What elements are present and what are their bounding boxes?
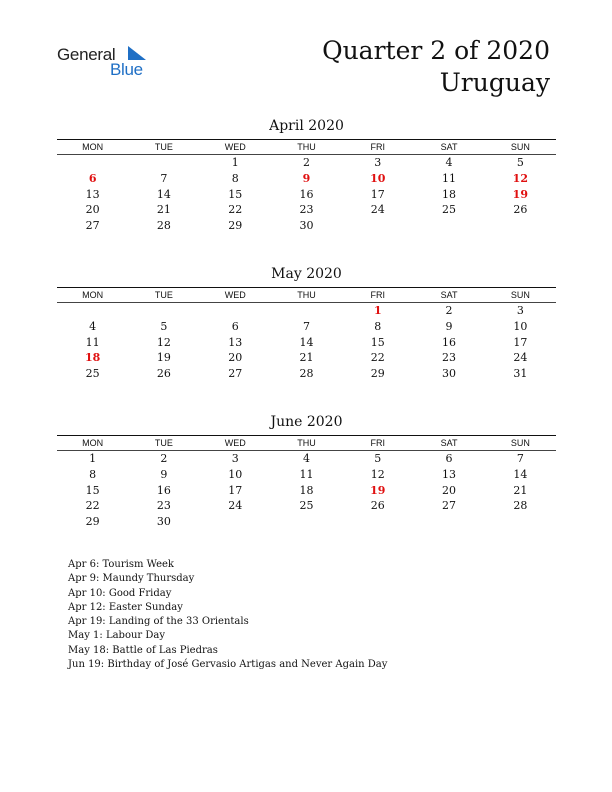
day-cell: 4 bbox=[89, 320, 97, 334]
day-cell: 2 bbox=[160, 452, 168, 466]
weekday-label: SUN bbox=[510, 142, 530, 152]
day-cell: 30 bbox=[156, 515, 171, 529]
day-cell: 10 bbox=[228, 468, 243, 482]
day-cell: 11 bbox=[85, 335, 100, 349]
day-cell: 29 bbox=[228, 219, 243, 233]
day-cell: 26 bbox=[370, 499, 385, 513]
day-cell: 7 bbox=[302, 320, 310, 334]
day-cell: 5 bbox=[516, 156, 524, 170]
country-name: Uruguay bbox=[439, 68, 550, 97]
day-cell: 5 bbox=[374, 452, 382, 466]
day-cell: 12 bbox=[370, 468, 385, 482]
day-cell: 27 bbox=[85, 219, 100, 233]
day-cell: 27 bbox=[228, 367, 243, 381]
week-row bbox=[57, 319, 556, 335]
week-row bbox=[57, 171, 556, 187]
holiday-note: Apr 6: Tourism Week bbox=[68, 559, 174, 570]
day-cell: 7 bbox=[516, 452, 524, 466]
holiday-note: Apr 19: Landing of the 33 Orientals bbox=[68, 616, 249, 628]
holiday-note: May 18: Battle of Las Piedras bbox=[68, 644, 218, 656]
day-cell: 29 bbox=[85, 515, 100, 529]
day-cell: 8 bbox=[89, 468, 97, 482]
day-cell: 6 bbox=[445, 452, 453, 466]
day-cell: 26 bbox=[156, 367, 171, 381]
day-cell: 4 bbox=[445, 156, 453, 170]
month-title: April 2020 bbox=[269, 118, 344, 134]
day-cell: 14 bbox=[513, 468, 528, 482]
day-cell: 11 bbox=[442, 172, 457, 186]
day-cell: 13 bbox=[85, 187, 100, 201]
day-cell: 16 bbox=[156, 483, 171, 497]
weekday-label: FRI bbox=[370, 438, 386, 448]
day-cell: 9 bbox=[445, 320, 453, 334]
day-cell: 1 bbox=[231, 156, 239, 170]
day-cell: 23 bbox=[442, 351, 457, 365]
weekday-label: SAT bbox=[440, 290, 458, 300]
day-cell: 19 bbox=[156, 351, 171, 365]
holiday-note: May 1: Labour Day bbox=[68, 630, 165, 642]
weekday-label: TUE bbox=[154, 438, 173, 448]
day-cell: 11 bbox=[299, 468, 314, 482]
day-cell: 24 bbox=[370, 203, 385, 217]
day-cell: 9 bbox=[160, 468, 168, 482]
weekday-label: WED bbox=[224, 438, 246, 448]
day-cell: 14 bbox=[156, 187, 171, 201]
day-cell: 16 bbox=[442, 335, 457, 349]
day-cell: 20 bbox=[228, 351, 243, 365]
day-cell: 18 bbox=[299, 483, 314, 497]
day-cell: 17 bbox=[513, 335, 528, 349]
weekday-label: FRI bbox=[370, 290, 386, 300]
day-cell: 25 bbox=[299, 499, 314, 513]
day-cell: 12 bbox=[156, 335, 171, 349]
day-cell: 17 bbox=[370, 187, 385, 201]
day-cell: 22 bbox=[370, 351, 385, 365]
day-cell: 9 bbox=[302, 172, 311, 186]
weekday-label: SAT bbox=[440, 142, 458, 152]
day-cell: 19 bbox=[370, 483, 386, 497]
day-cell: 24 bbox=[228, 499, 243, 513]
day-cell: 28 bbox=[299, 367, 314, 381]
day-cell: 19 bbox=[512, 187, 528, 201]
month-title: June 2020 bbox=[270, 414, 343, 430]
day-cell: 1 bbox=[89, 452, 97, 466]
day-cell: 1 bbox=[373, 304, 382, 318]
day-cell: 3 bbox=[374, 156, 382, 170]
day-cell: 13 bbox=[442, 468, 457, 482]
weekday-label: SUN bbox=[510, 290, 530, 300]
day-cell: 20 bbox=[85, 203, 100, 217]
day-cell: 6 bbox=[88, 172, 97, 186]
day-cell: 25 bbox=[85, 367, 100, 381]
day-cell: 31 bbox=[513, 367, 528, 381]
day-cell: 25 bbox=[442, 203, 457, 217]
holiday-note: Apr 12: Easter Sunday bbox=[68, 601, 183, 613]
month-calendar bbox=[57, 265, 556, 381]
day-cell: 18 bbox=[442, 187, 457, 201]
day-cell: 23 bbox=[156, 499, 171, 513]
day-cell: 18 bbox=[84, 351, 101, 365]
day-cell: 6 bbox=[231, 320, 239, 334]
day-cell: 30 bbox=[299, 219, 314, 233]
day-cell: 23 bbox=[299, 203, 314, 217]
day-cell: 2 bbox=[302, 156, 310, 170]
weekday-header-row bbox=[57, 288, 556, 302]
day-cell: 16 bbox=[299, 187, 314, 201]
day-cell: 28 bbox=[513, 499, 528, 513]
day-cell: 22 bbox=[85, 499, 100, 513]
weekday-header-row bbox=[57, 436, 556, 450]
day-cell: 17 bbox=[228, 483, 243, 497]
weekday-label: TUE bbox=[154, 290, 173, 300]
week-row bbox=[57, 155, 556, 171]
holiday-note: Apr 10: Good Friday bbox=[68, 587, 172, 599]
weekday-label: TUE bbox=[154, 142, 173, 152]
day-cell: 27 bbox=[442, 499, 457, 513]
week-row bbox=[57, 350, 556, 366]
week-row bbox=[57, 366, 556, 382]
weekday-header-row bbox=[57, 140, 556, 154]
day-cell: 15 bbox=[85, 483, 100, 497]
logo bbox=[57, 42, 167, 82]
day-cell: 8 bbox=[231, 172, 239, 186]
day-cell: 29 bbox=[370, 367, 385, 381]
day-cell: 5 bbox=[160, 320, 168, 334]
week-row bbox=[57, 334, 556, 350]
weekday-label: WED bbox=[224, 142, 246, 152]
month-calendar bbox=[57, 117, 556, 233]
day-cell: 15 bbox=[370, 335, 385, 349]
holiday-note: Jun 19: Birthday of José Gervasio Artigas and Never Again Day bbox=[68, 659, 388, 671]
day-cell: 13 bbox=[228, 335, 243, 349]
page-title: Quarter 2 of 2020 bbox=[322, 36, 550, 65]
day-cell: 21 bbox=[299, 351, 314, 365]
weekday-label: THU bbox=[297, 142, 316, 152]
day-cell: 7 bbox=[160, 172, 168, 186]
day-cell: 14 bbox=[299, 335, 314, 349]
day-cell: 22 bbox=[228, 203, 243, 217]
month-calendar bbox=[57, 413, 556, 529]
day-cell: 3 bbox=[516, 304, 524, 318]
day-cell: 28 bbox=[156, 219, 171, 233]
weekday-label: WED bbox=[224, 290, 246, 300]
weekday-label: THU bbox=[297, 290, 316, 300]
week-row bbox=[57, 186, 556, 202]
holiday-notes bbox=[68, 558, 387, 672]
weekday-label: THU bbox=[297, 438, 316, 448]
week-row bbox=[57, 498, 556, 514]
week-row bbox=[57, 451, 556, 467]
day-cell: 4 bbox=[302, 452, 310, 466]
week-row bbox=[57, 218, 556, 234]
day-cell: 26 bbox=[513, 203, 528, 217]
week-row bbox=[57, 514, 556, 530]
logo-word-general: General bbox=[57, 45, 116, 64]
week-row bbox=[57, 303, 556, 319]
day-cell: 10 bbox=[513, 320, 528, 334]
weekday-label: SAT bbox=[440, 438, 458, 448]
day-cell: 10 bbox=[370, 172, 386, 186]
weekday-label: FRI bbox=[370, 142, 386, 152]
logo-word-blue: Blue bbox=[110, 60, 143, 79]
day-cell: 3 bbox=[231, 452, 239, 466]
weekday-label: MON bbox=[82, 142, 104, 152]
day-cell: 8 bbox=[374, 320, 382, 334]
holiday-note: Apr 9: Maundy Thursday bbox=[68, 573, 195, 585]
day-cell: 30 bbox=[442, 367, 457, 381]
day-cell: 15 bbox=[228, 187, 243, 201]
weekday-label: SUN bbox=[510, 438, 530, 448]
weekday-label: MON bbox=[82, 290, 104, 300]
week-row bbox=[57, 202, 556, 218]
weekday-label: MON bbox=[82, 438, 104, 448]
week-row bbox=[57, 482, 556, 498]
week-row bbox=[57, 467, 556, 483]
day-cell: 24 bbox=[513, 351, 528, 365]
day-cell: 20 bbox=[442, 483, 457, 497]
day-cell: 2 bbox=[445, 304, 453, 318]
day-cell: 21 bbox=[156, 203, 171, 217]
month-title: May 2020 bbox=[271, 266, 342, 282]
day-cell: 12 bbox=[512, 172, 528, 186]
day-cell: 21 bbox=[513, 483, 528, 497]
